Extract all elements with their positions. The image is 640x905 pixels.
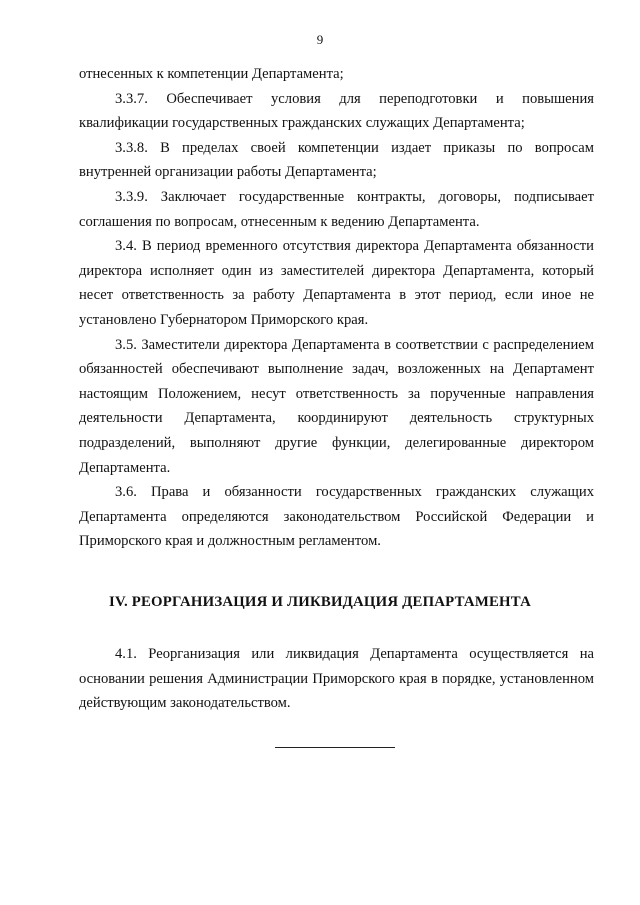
section-4-text xyxy=(79,642,594,716)
page-number: 9 xyxy=(316,32,324,47)
paragraph-4-1: 4.1. Реорганизация или ликвидация Департамента осуществляется на основании решения Администрации Приморского края в порядке, установленном действующим законодательством. xyxy=(79,646,594,712)
paragraph-3-3-9: 3.3.9. Заключает государственные контракты, договоры, подписывает соглашения по вопросам, отнесенным к ведению Департамента. xyxy=(79,188,594,230)
paragraph-3-6: 3.6. Права и обязанности государственных гражданских служащих Департамента определяются законодательством Российской Федерации и Приморского края и должностным регламентом. xyxy=(79,484,594,550)
section-3-text xyxy=(79,62,594,554)
paragraph-continuation: отнесенных к компетенции Департамента; xyxy=(79,66,344,82)
paragraph-3-3-7: 3.3.7. Обеспечивает условия для переподготовки и повышения квалификации государственных гражданских служащих Департамента; xyxy=(79,90,594,132)
paragraph-3-4: 3.4. В период временного отсутствия директора Департамента обязанности директора исполняет один из заместителей директора Департамента, который несет ответственность за работу Департамента в этот период, если иное не установлено Губернатором Приморского края. xyxy=(79,238,594,328)
paragraph-3-3-8: 3.3.8. В пределах своей компетенции издает приказы по вопросам внутренней организации работы Департамента; xyxy=(79,139,594,181)
end-of-document-rule xyxy=(275,747,395,748)
paragraph-3-5: 3.5. Заместители директора Департамента в соответствии с распределением обязанностей обеспечивают выполнение задач, возложенных на Департамент настоящим Положением, несут ответственность за порученные направления деятельности Департамента, координируют деятельность структурных подразделений, выполняют другие функции, делегированные директором Департамента. xyxy=(79,336,594,476)
section-4-heading: IV. РЕОРГАНИЗАЦИЯ И ЛИКВИДАЦИЯ ДЕПАРТАМЕНТА xyxy=(109,594,531,610)
